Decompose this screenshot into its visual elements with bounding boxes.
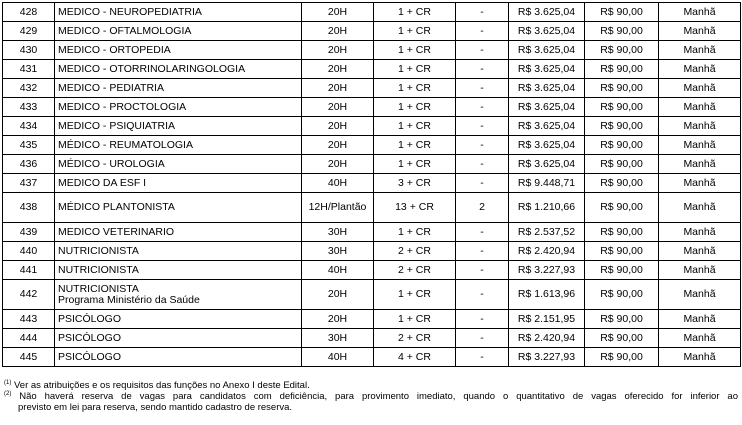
vacancies-cell: 2 + CR — [374, 329, 456, 348]
workload-cell: 30H — [302, 329, 374, 348]
salary-cell: R$ 1.210,66 — [509, 193, 585, 223]
salary-cell: R$ 9.448,71 — [509, 174, 585, 193]
table-row — [3, 329, 741, 348]
disability-reserve-cell: - — [456, 60, 509, 79]
position-name-text: MEDICO - NEUROPEDIATRIA — [58, 5, 202, 18]
position-name-cell — [55, 60, 302, 79]
registration-fee-cell: R$ 90,00 — [585, 79, 659, 98]
position-code-cell: 442 — [3, 280, 55, 310]
registration-fee-cell: R$ 90,00 — [585, 329, 659, 348]
disability-reserve-cell: - — [456, 155, 509, 174]
table-row — [3, 348, 741, 367]
registration-fee-cell: R$ 90,00 — [585, 41, 659, 60]
registration-fee-cell: R$ 90,00 — [585, 242, 659, 261]
registration-fee-cell: R$ 90,00 — [585, 310, 659, 329]
table-row — [3, 155, 741, 174]
exam-shift-cell: Manhã — [659, 280, 741, 310]
position-code-cell: 430 — [3, 41, 55, 60]
vacancies-cell: 2 + CR — [374, 242, 456, 261]
exam-shift-cell: Manhã — [659, 310, 741, 329]
salary-cell: R$ 2.420,94 — [509, 329, 585, 348]
exam-shift-cell: Manhã — [659, 60, 741, 79]
exam-shift-cell: Manhã — [659, 79, 741, 98]
workload-cell: 20H — [302, 79, 374, 98]
position-name-text: PSICÓLOGO — [58, 331, 122, 344]
position-code-cell: 437 — [3, 174, 55, 193]
disability-reserve-cell: - — [456, 329, 509, 348]
exam-shift-cell: Manhã — [659, 261, 741, 280]
position-name-text: PSICÓLOGO — [58, 312, 122, 325]
workload-cell: 20H — [302, 98, 374, 117]
position-name-cell — [55, 117, 302, 136]
footnote-1 — [4, 380, 738, 391]
position-code-cell: 431 — [3, 60, 55, 79]
position-name-cell — [55, 242, 302, 261]
footnote-2-mark: (2) — [4, 391, 12, 397]
disability-reserve-cell: - — [456, 41, 509, 60]
position-code-cell: 445 — [3, 348, 55, 367]
position-name-cell — [55, 329, 302, 348]
table-row — [3, 310, 741, 329]
position-name-cell — [55, 310, 302, 329]
position-code-cell: 434 — [3, 117, 55, 136]
vacancies-cell: 1 + CR — [374, 22, 456, 41]
vacancies-cell: 1 + CR — [374, 41, 456, 60]
disability-reserve-cell: - — [456, 3, 509, 22]
vacancies-cell: 1 + CR — [374, 223, 456, 242]
exam-shift-cell: Manhã — [659, 117, 741, 136]
position-name-text: MÉDICO - UROLOGIA — [58, 157, 165, 170]
position-name-text: MÉDICO - REUMATOLOGIA — [58, 138, 193, 151]
footnote-1-text: Ver as atribuições e os requisitos das funções no Anexo I deste Edital. — [13, 380, 310, 391]
disability-reserve-cell: - — [456, 117, 509, 136]
disability-reserve-cell: - — [456, 223, 509, 242]
position-name-cell — [55, 348, 302, 367]
position-name-text: MEDICO - OTORRINOLARINGOLOGIA — [58, 62, 246, 75]
position-code-cell: 433 — [3, 98, 55, 117]
table-row — [3, 117, 741, 136]
footnote-2-text-line1: Não haverá reserva de vagas para candidatos com deficiência, para provimento imediato, quando o quantitativo de vagas oferecido for inferior ao — [19, 391, 738, 402]
salary-cell: R$ 3.625,04 — [509, 60, 585, 79]
registration-fee-cell: R$ 90,00 — [585, 348, 659, 367]
salary-cell: R$ 2.537,52 — [509, 223, 585, 242]
disability-reserve-cell: - — [456, 280, 509, 310]
salary-cell: R$ 3.227,93 — [509, 348, 585, 367]
workload-cell: 20H — [302, 310, 374, 329]
vacancies-cell: 1 + CR — [374, 280, 456, 310]
salary-cell: R$ 3.625,04 — [509, 98, 585, 117]
exam-shift-cell: Manhã — [659, 174, 741, 193]
position-code-cell: 428 — [3, 3, 55, 22]
exam-shift-cell: Manhã — [659, 242, 741, 261]
vacancies-cell: 1 + CR — [374, 117, 456, 136]
position-code-cell: 429 — [3, 22, 55, 41]
table-row — [3, 280, 741, 310]
position-name-text: MEDICO - OFTALMOLOGIA — [58, 24, 192, 37]
registration-fee-cell: R$ 90,00 — [585, 155, 659, 174]
workload-cell: 30H — [302, 223, 374, 242]
registration-fee-cell: R$ 90,00 — [585, 98, 659, 117]
position-name-text: MEDICO VETERINARIO — [58, 225, 175, 238]
registration-fee-cell: R$ 90,00 — [585, 261, 659, 280]
position-name-cell — [55, 136, 302, 155]
position-name-cell — [55, 280, 302, 310]
table-row — [3, 193, 741, 223]
vacancies-cell: 2 + CR — [374, 261, 456, 280]
footnote-2 — [4, 391, 738, 413]
salary-cell: R$ 1.613,96 — [509, 280, 585, 310]
table-row — [3, 79, 741, 98]
table-row — [3, 41, 741, 60]
table-row — [3, 3, 741, 22]
exam-shift-cell: Manhã — [659, 155, 741, 174]
position-name-text: MEDICO - ORTOPEDIA — [58, 43, 171, 56]
vacancies-cell: 13 + CR — [374, 193, 456, 223]
table-row — [3, 60, 741, 79]
workload-cell: 20H — [302, 41, 374, 60]
position-name-text: MEDICO - PEDIATRIA — [58, 81, 164, 94]
position-name-text: NUTRICIONISTA — [58, 263, 139, 276]
registration-fee-cell: R$ 90,00 — [585, 280, 659, 310]
salary-cell: R$ 3.625,04 — [509, 22, 585, 41]
registration-fee-cell: R$ 90,00 — [585, 223, 659, 242]
workload-cell: 20H — [302, 60, 374, 79]
vacancies-cell: 4 + CR — [374, 348, 456, 367]
registration-fee-cell: R$ 90,00 — [585, 22, 659, 41]
workload-cell: 20H — [302, 136, 374, 155]
disability-reserve-cell: - — [456, 79, 509, 98]
workload-cell: 12H/Plantão — [302, 193, 374, 223]
salary-cell: R$ 3.625,04 — [509, 136, 585, 155]
salary-cell: R$ 3.227,93 — [509, 261, 585, 280]
position-code-cell: 436 — [3, 155, 55, 174]
table-row — [3, 98, 741, 117]
workload-cell: 20H — [302, 280, 374, 310]
table-row — [3, 261, 741, 280]
table-row — [3, 22, 741, 41]
salary-cell: R$ 3.625,04 — [509, 3, 585, 22]
position-code-cell: 443 — [3, 310, 55, 329]
table-row — [3, 223, 741, 242]
position-code-cell: 440 — [3, 242, 55, 261]
salary-cell: R$ 3.625,04 — [509, 117, 585, 136]
exam-shift-cell: Manhã — [659, 22, 741, 41]
workload-cell: 20H — [302, 117, 374, 136]
disability-reserve-cell: - — [456, 174, 509, 193]
exam-shift-cell: Manhã — [659, 193, 741, 223]
exam-shift-cell: Manhã — [659, 136, 741, 155]
disability-reserve-cell: - — [456, 136, 509, 155]
position-code-cell: 435 — [3, 136, 55, 155]
position-name-cell — [55, 22, 302, 41]
vacancies-cell: 1 + CR — [374, 60, 456, 79]
registration-fee-cell: R$ 90,00 — [585, 174, 659, 193]
workload-cell: 20H — [302, 155, 374, 174]
vacancies-cell: 1 + CR — [374, 79, 456, 98]
footnotes — [4, 380, 738, 413]
position-subtitle: Programa Ministério da Saúde — [58, 293, 200, 306]
table-body — [3, 3, 741, 367]
workload-cell: 40H — [302, 261, 374, 280]
exam-shift-cell: Manhã — [659, 3, 741, 22]
table-row — [3, 242, 741, 261]
registration-fee-cell: R$ 90,00 — [585, 117, 659, 136]
disability-reserve-cell: - — [456, 261, 509, 280]
exam-shift-cell: Manhã — [659, 329, 741, 348]
workload-cell: 20H — [302, 3, 374, 22]
position-code-cell: 432 — [3, 79, 55, 98]
positions-table — [2, 2, 741, 367]
position-name-cell — [55, 174, 302, 193]
workload-cell: 40H — [302, 348, 374, 367]
exam-shift-cell: Manhã — [659, 41, 741, 60]
disability-reserve-cell: - — [456, 348, 509, 367]
vacancies-cell: 1 + CR — [374, 136, 456, 155]
table-row — [3, 174, 741, 193]
salary-cell: R$ 2.420,94 — [509, 242, 585, 261]
exam-shift-cell: Manhã — [659, 348, 741, 367]
position-name-text: MEDICO - PSIQUIATRIA — [58, 119, 176, 132]
table-row — [3, 136, 741, 155]
footnote-1-mark: (1) — [4, 380, 12, 386]
workload-cell: 20H — [302, 22, 374, 41]
workload-cell: 30H — [302, 242, 374, 261]
position-code-cell: 438 — [3, 193, 55, 223]
vacancies-cell: 3 + CR — [374, 174, 456, 193]
position-name-text: MÉDICO PLANTONISTA — [58, 201, 175, 213]
position-name-text: NUTRICIONISTA — [58, 244, 139, 257]
disability-reserve-cell: 2 — [456, 193, 509, 223]
vacancies-cell: 1 + CR — [374, 3, 456, 22]
exam-shift-cell: Manhã — [659, 98, 741, 117]
position-name-cell — [55, 261, 302, 280]
footnote-2-text-line2: previsto em lei para reserva, sendo mantido cadastro de reserva. — [18, 402, 293, 413]
position-name-text: MEDICO - PROCTOLOGIA — [58, 100, 187, 113]
vacancies-cell: 1 + CR — [374, 98, 456, 117]
salary-cell: R$ 3.625,04 — [509, 79, 585, 98]
position-name-cell — [55, 41, 302, 60]
position-name-text: PSICÓLOGO — [58, 350, 122, 363]
registration-fee-cell: R$ 90,00 — [585, 3, 659, 22]
position-name-cell — [55, 79, 302, 98]
disability-reserve-cell: - — [456, 242, 509, 261]
disability-reserve-cell: - — [456, 22, 509, 41]
position-code-cell: 439 — [3, 223, 55, 242]
disability-reserve-cell: - — [456, 310, 509, 329]
salary-cell: R$ 3.625,04 — [509, 155, 585, 174]
workload-cell: 40H — [302, 174, 374, 193]
position-name-cell — [55, 193, 302, 223]
registration-fee-cell: R$ 90,00 — [585, 136, 659, 155]
vacancies-cell: 1 + CR — [374, 310, 456, 329]
salary-cell: R$ 3.625,04 — [509, 41, 585, 60]
registration-fee-cell: R$ 90,00 — [585, 193, 659, 223]
position-name-cell — [55, 3, 302, 22]
position-code-cell: 441 — [3, 261, 55, 280]
position-name-text: NUTRICIONISTA — [58, 282, 139, 295]
registration-fee-cell: R$ 90,00 — [585, 60, 659, 79]
position-name-cell — [55, 98, 302, 117]
salary-cell: R$ 2.151,95 — [509, 310, 585, 329]
position-name-cell — [55, 223, 302, 242]
vacancies-cell: 1 + CR — [374, 155, 456, 174]
position-code-cell: 444 — [3, 329, 55, 348]
disability-reserve-cell: - — [456, 98, 509, 117]
position-name-cell — [55, 155, 302, 174]
exam-shift-cell: Manhã — [659, 223, 741, 242]
position-name-text: MEDICO DA ESF I — [58, 176, 147, 189]
